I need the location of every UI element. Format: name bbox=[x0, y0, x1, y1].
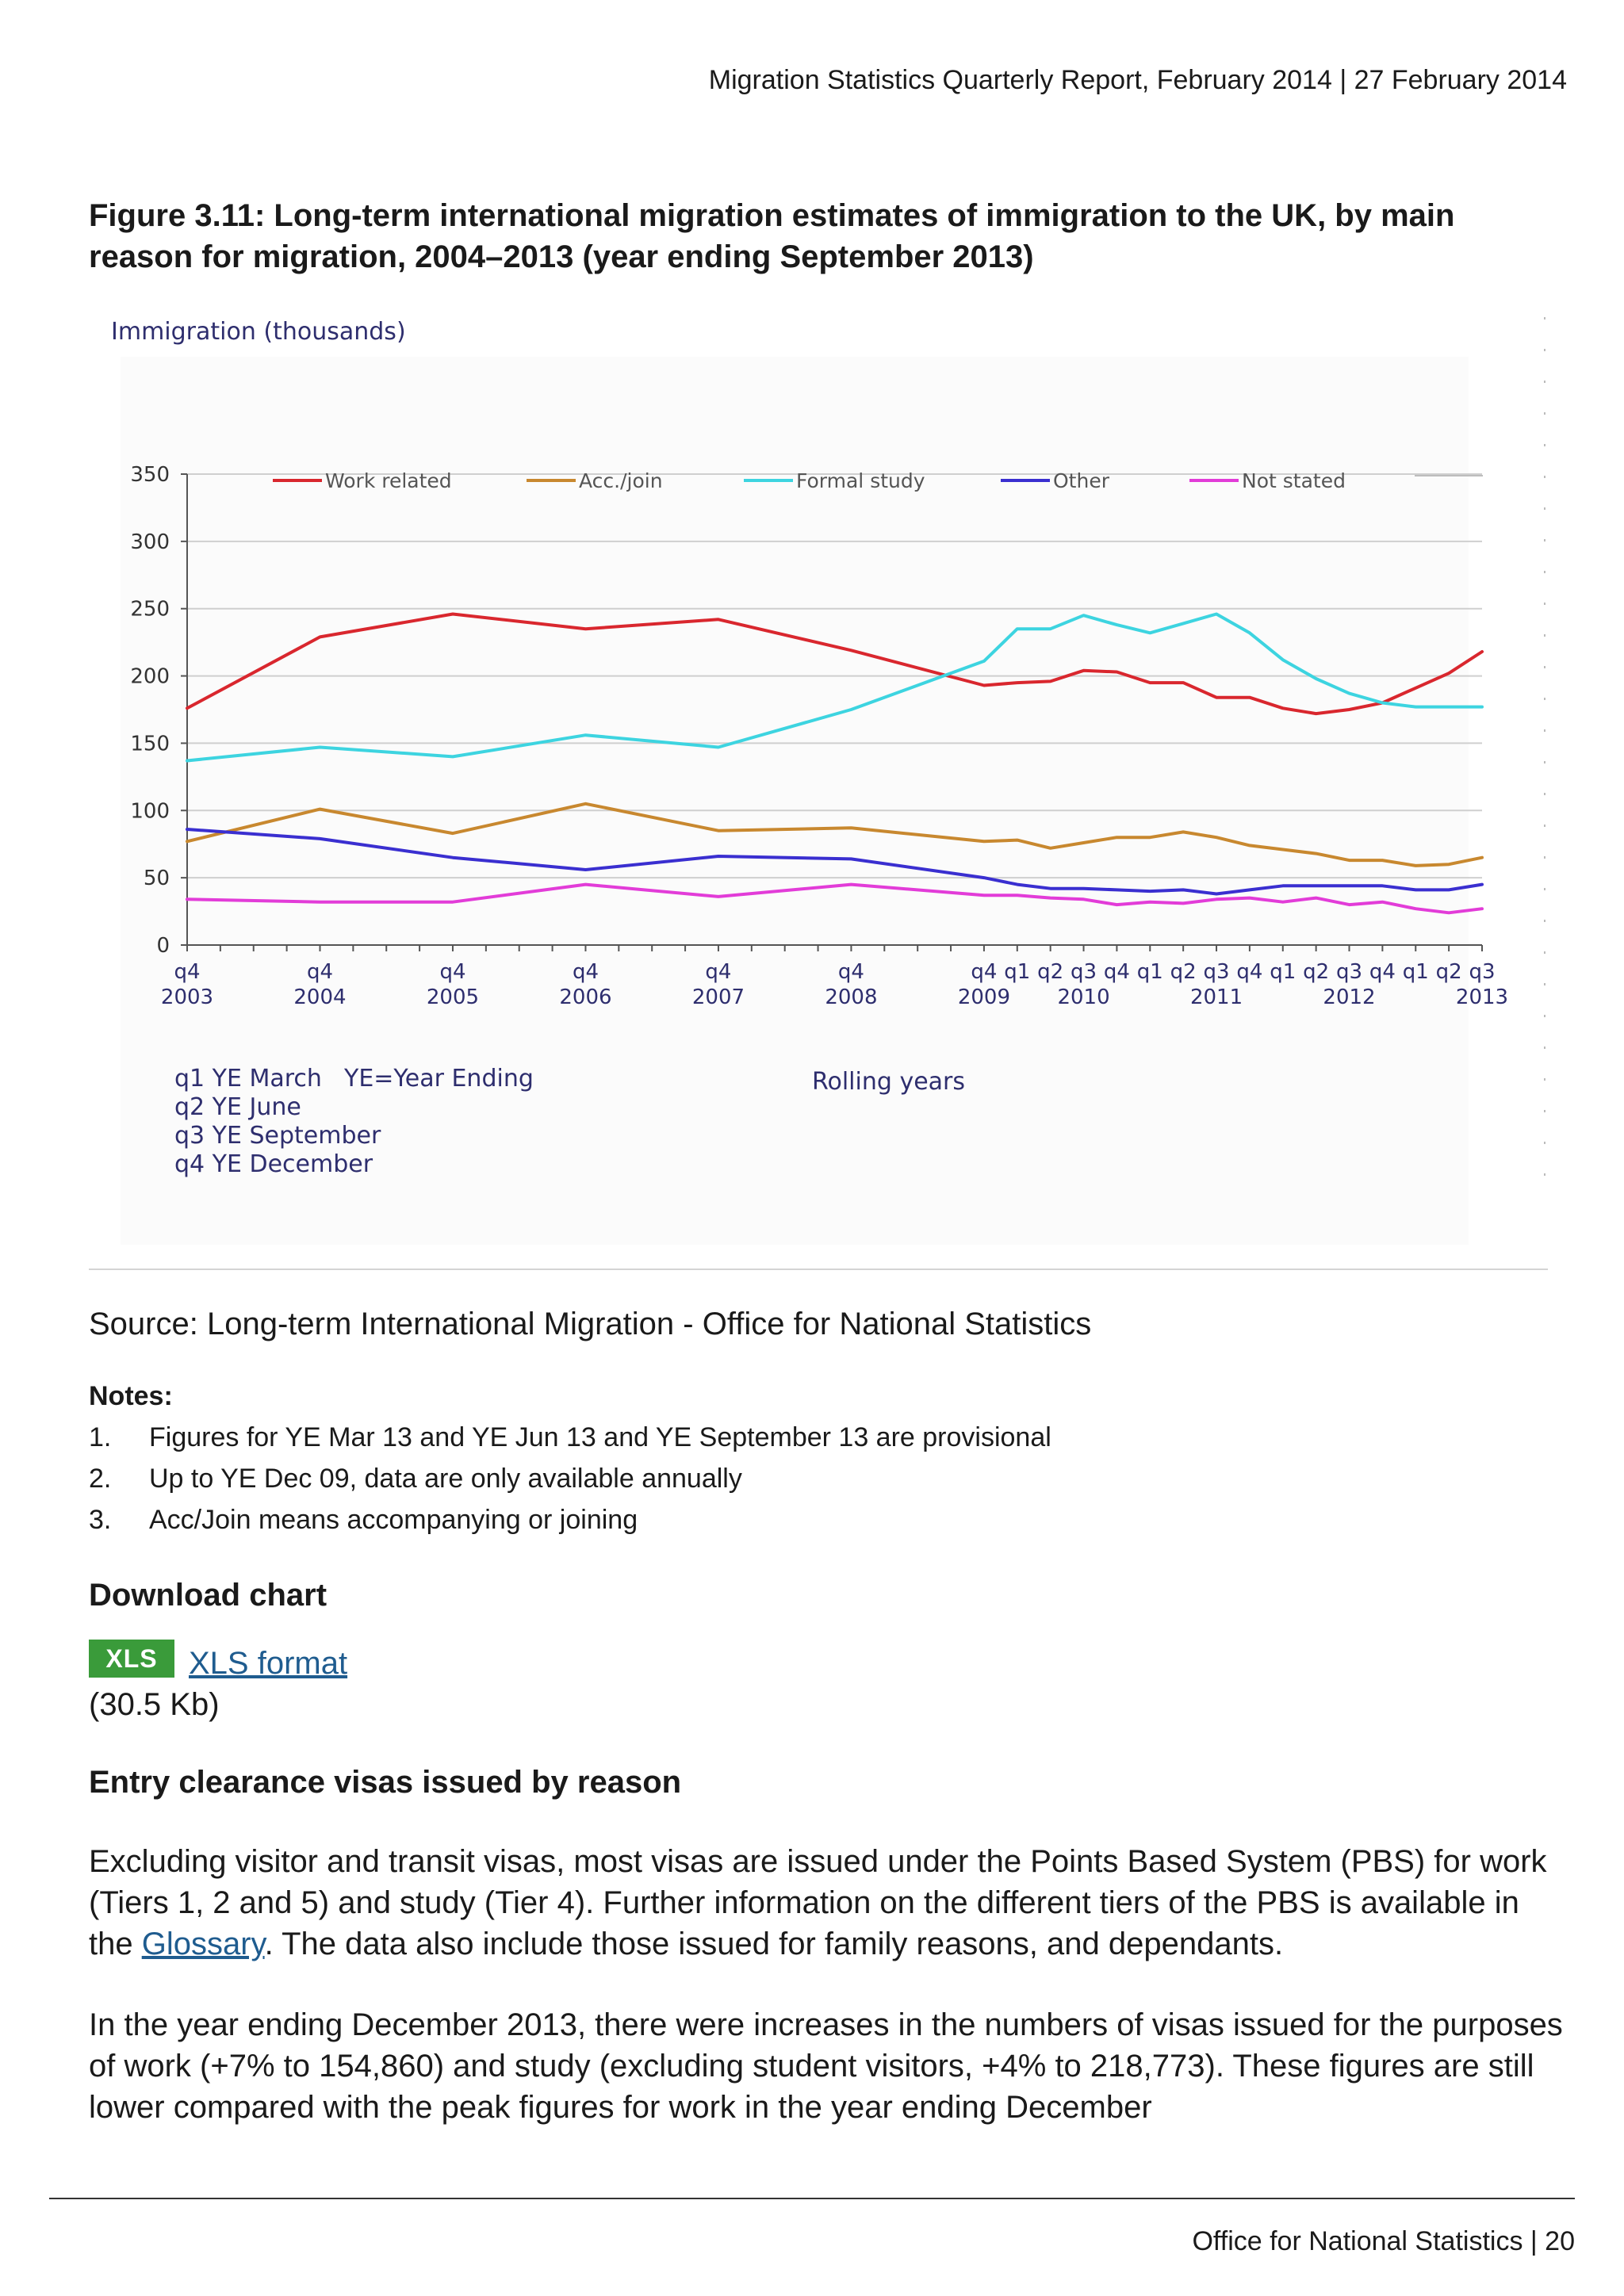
x-tick-label: q4 bbox=[971, 960, 998, 984]
x-tick-label-year: 2007 bbox=[691, 985, 745, 1009]
x-tick-label: q4 bbox=[837, 960, 864, 984]
note-text: Figures for YE Mar 13 and YE Jun 13 and YE September 13 are provisional bbox=[149, 1422, 1051, 1452]
chart-source: Source: Long-term International Migration - Office for National Statistics bbox=[89, 1307, 1092, 1341]
x-tick-label: q4 bbox=[705, 960, 732, 984]
y-tick-label: 150 bbox=[130, 732, 170, 756]
x-tick-label-year: 2012 bbox=[1323, 985, 1376, 1009]
xls-download-link[interactable]: XLS format bbox=[189, 1646, 348, 1681]
y-tick-label: 50 bbox=[143, 867, 170, 891]
legend-label: Work related bbox=[325, 469, 452, 492]
x-tick-label-year: 2005 bbox=[426, 985, 480, 1009]
x-tick-label-year: 2011 bbox=[1189, 985, 1243, 1009]
y-tick-label: 350 bbox=[130, 463, 170, 487]
paragraph-pbs bbox=[89, 1841, 1564, 1965]
x-tick-label-year: 2010 bbox=[1057, 985, 1110, 1009]
paragraph-text: . The data also include those issued for family reasons, and dependants. bbox=[264, 1927, 1284, 1961]
chart-area bbox=[89, 301, 1548, 1269]
paragraph-visas: In the year ending December 2013, there were increases in the numbers of visas issued for the purposes of work (+7% to 154,860) and study (excluding student visitors, +4% to 218,773). These figures are still lower compared with the peak figures for work in the year ending December bbox=[89, 2007, 1563, 2125]
x-tick-label: q4 bbox=[572, 960, 599, 984]
x-tick-label-year: 2003 bbox=[160, 985, 214, 1009]
xls-file-icon[interactable]: XLS bbox=[89, 1640, 174, 1678]
legend-label: Other bbox=[1053, 469, 1109, 492]
x-tick-label: q2 bbox=[1170, 960, 1197, 984]
x-tick-label: q1 bbox=[1136, 960, 1163, 984]
figure-title: Figure 3.11: Long-term international migration estimates of immigration to the UK, by main reason for migration, 2004–2013 (year ending September 2013) bbox=[89, 198, 1455, 274]
x-tick-label: q3 bbox=[1335, 960, 1363, 984]
x-tick-label: q2 bbox=[1435, 960, 1462, 984]
x-tick-label: q4 bbox=[1103, 960, 1130, 984]
rolling-years-label: Rolling years bbox=[812, 1068, 966, 1096]
note-text: Acc/Join means accompanying or joining bbox=[149, 1505, 638, 1535]
footer-page-label: Office for National Statistics | 20 bbox=[1192, 2226, 1575, 2256]
x-tick-label: q3 bbox=[1071, 960, 1097, 984]
x-tick-label: q2 bbox=[1303, 960, 1330, 984]
quarter-key-label: q1 YE March bbox=[174, 1065, 322, 1093]
footer-rule bbox=[49, 2198, 1575, 2199]
y-tick-label: 300 bbox=[130, 530, 170, 554]
year-ending-note: YE=Year Ending bbox=[344, 1065, 534, 1093]
glossary-link[interactable]: Glossary bbox=[141, 1927, 265, 1961]
y-axis-title: Immigration (thousands) bbox=[111, 318, 406, 346]
x-tick-label: q2 bbox=[1037, 960, 1064, 984]
paragraph-text: Excluding visitor and transit visas, most visas are issued under the Points Based System (PBS) for work (Tiers 1, 2 and 5) and study (Tier 4). Further information on the different tiers of the PBS is available in the bbox=[89, 1844, 1547, 1961]
running-header: Migration Statistics Quarterly Report, February 2014 | 27 February 2014 bbox=[708, 65, 1567, 95]
x-tick-label-year: 2006 bbox=[559, 985, 612, 1009]
note-number: 3. bbox=[89, 1505, 112, 1535]
x-tick-label: q4 bbox=[439, 960, 466, 984]
x-tick-label-year: 2013 bbox=[1455, 985, 1509, 1009]
y-tick-label: 100 bbox=[130, 799, 170, 824]
x-tick-label-year: 2008 bbox=[825, 985, 878, 1009]
y-tick-label: 200 bbox=[130, 664, 170, 689]
note-number: 1. bbox=[89, 1422, 112, 1452]
legend-label: Formal study bbox=[796, 469, 925, 492]
x-tick-label: q4 bbox=[1369, 960, 1396, 984]
y-tick-label: 0 bbox=[156, 934, 170, 958]
x-tick-label: q1 bbox=[1270, 960, 1297, 984]
x-tick-label: q1 bbox=[1402, 960, 1429, 984]
quarter-key-label: q2 YE June bbox=[174, 1093, 301, 1121]
legend-label: Not stated bbox=[1242, 469, 1346, 492]
x-tick-label: q3 bbox=[1203, 960, 1230, 984]
x-tick-label: q4 bbox=[174, 960, 201, 984]
x-tick-label: q3 bbox=[1469, 960, 1496, 984]
chart-divider bbox=[89, 1269, 1548, 1270]
quarter-key-label: q3 YE September bbox=[174, 1122, 381, 1150]
x-tick-label: q1 bbox=[1004, 960, 1031, 984]
section-heading: Entry clearance visas issued by reason bbox=[89, 1765, 682, 1800]
x-tick-label: q4 bbox=[1236, 960, 1263, 984]
file-size: (30.5 Kb) bbox=[89, 1687, 220, 1722]
note-text: Up to YE Dec 09, data are only available annually bbox=[149, 1464, 742, 1494]
x-tick-label-year: 2009 bbox=[957, 985, 1011, 1009]
note-number: 2. bbox=[89, 1464, 112, 1494]
download-chart-heading: Download chart bbox=[89, 1578, 327, 1613]
legend-label: Acc./join bbox=[579, 469, 663, 492]
y-tick-label: 250 bbox=[130, 597, 170, 622]
x-tick-label: q4 bbox=[306, 960, 334, 984]
immigration-line-chart bbox=[89, 301, 1548, 1269]
quarter-key-label: q4 YE December bbox=[174, 1150, 373, 1178]
x-tick-label-year: 2004 bbox=[293, 985, 347, 1009]
notes-heading: Notes: bbox=[89, 1381, 173, 1411]
